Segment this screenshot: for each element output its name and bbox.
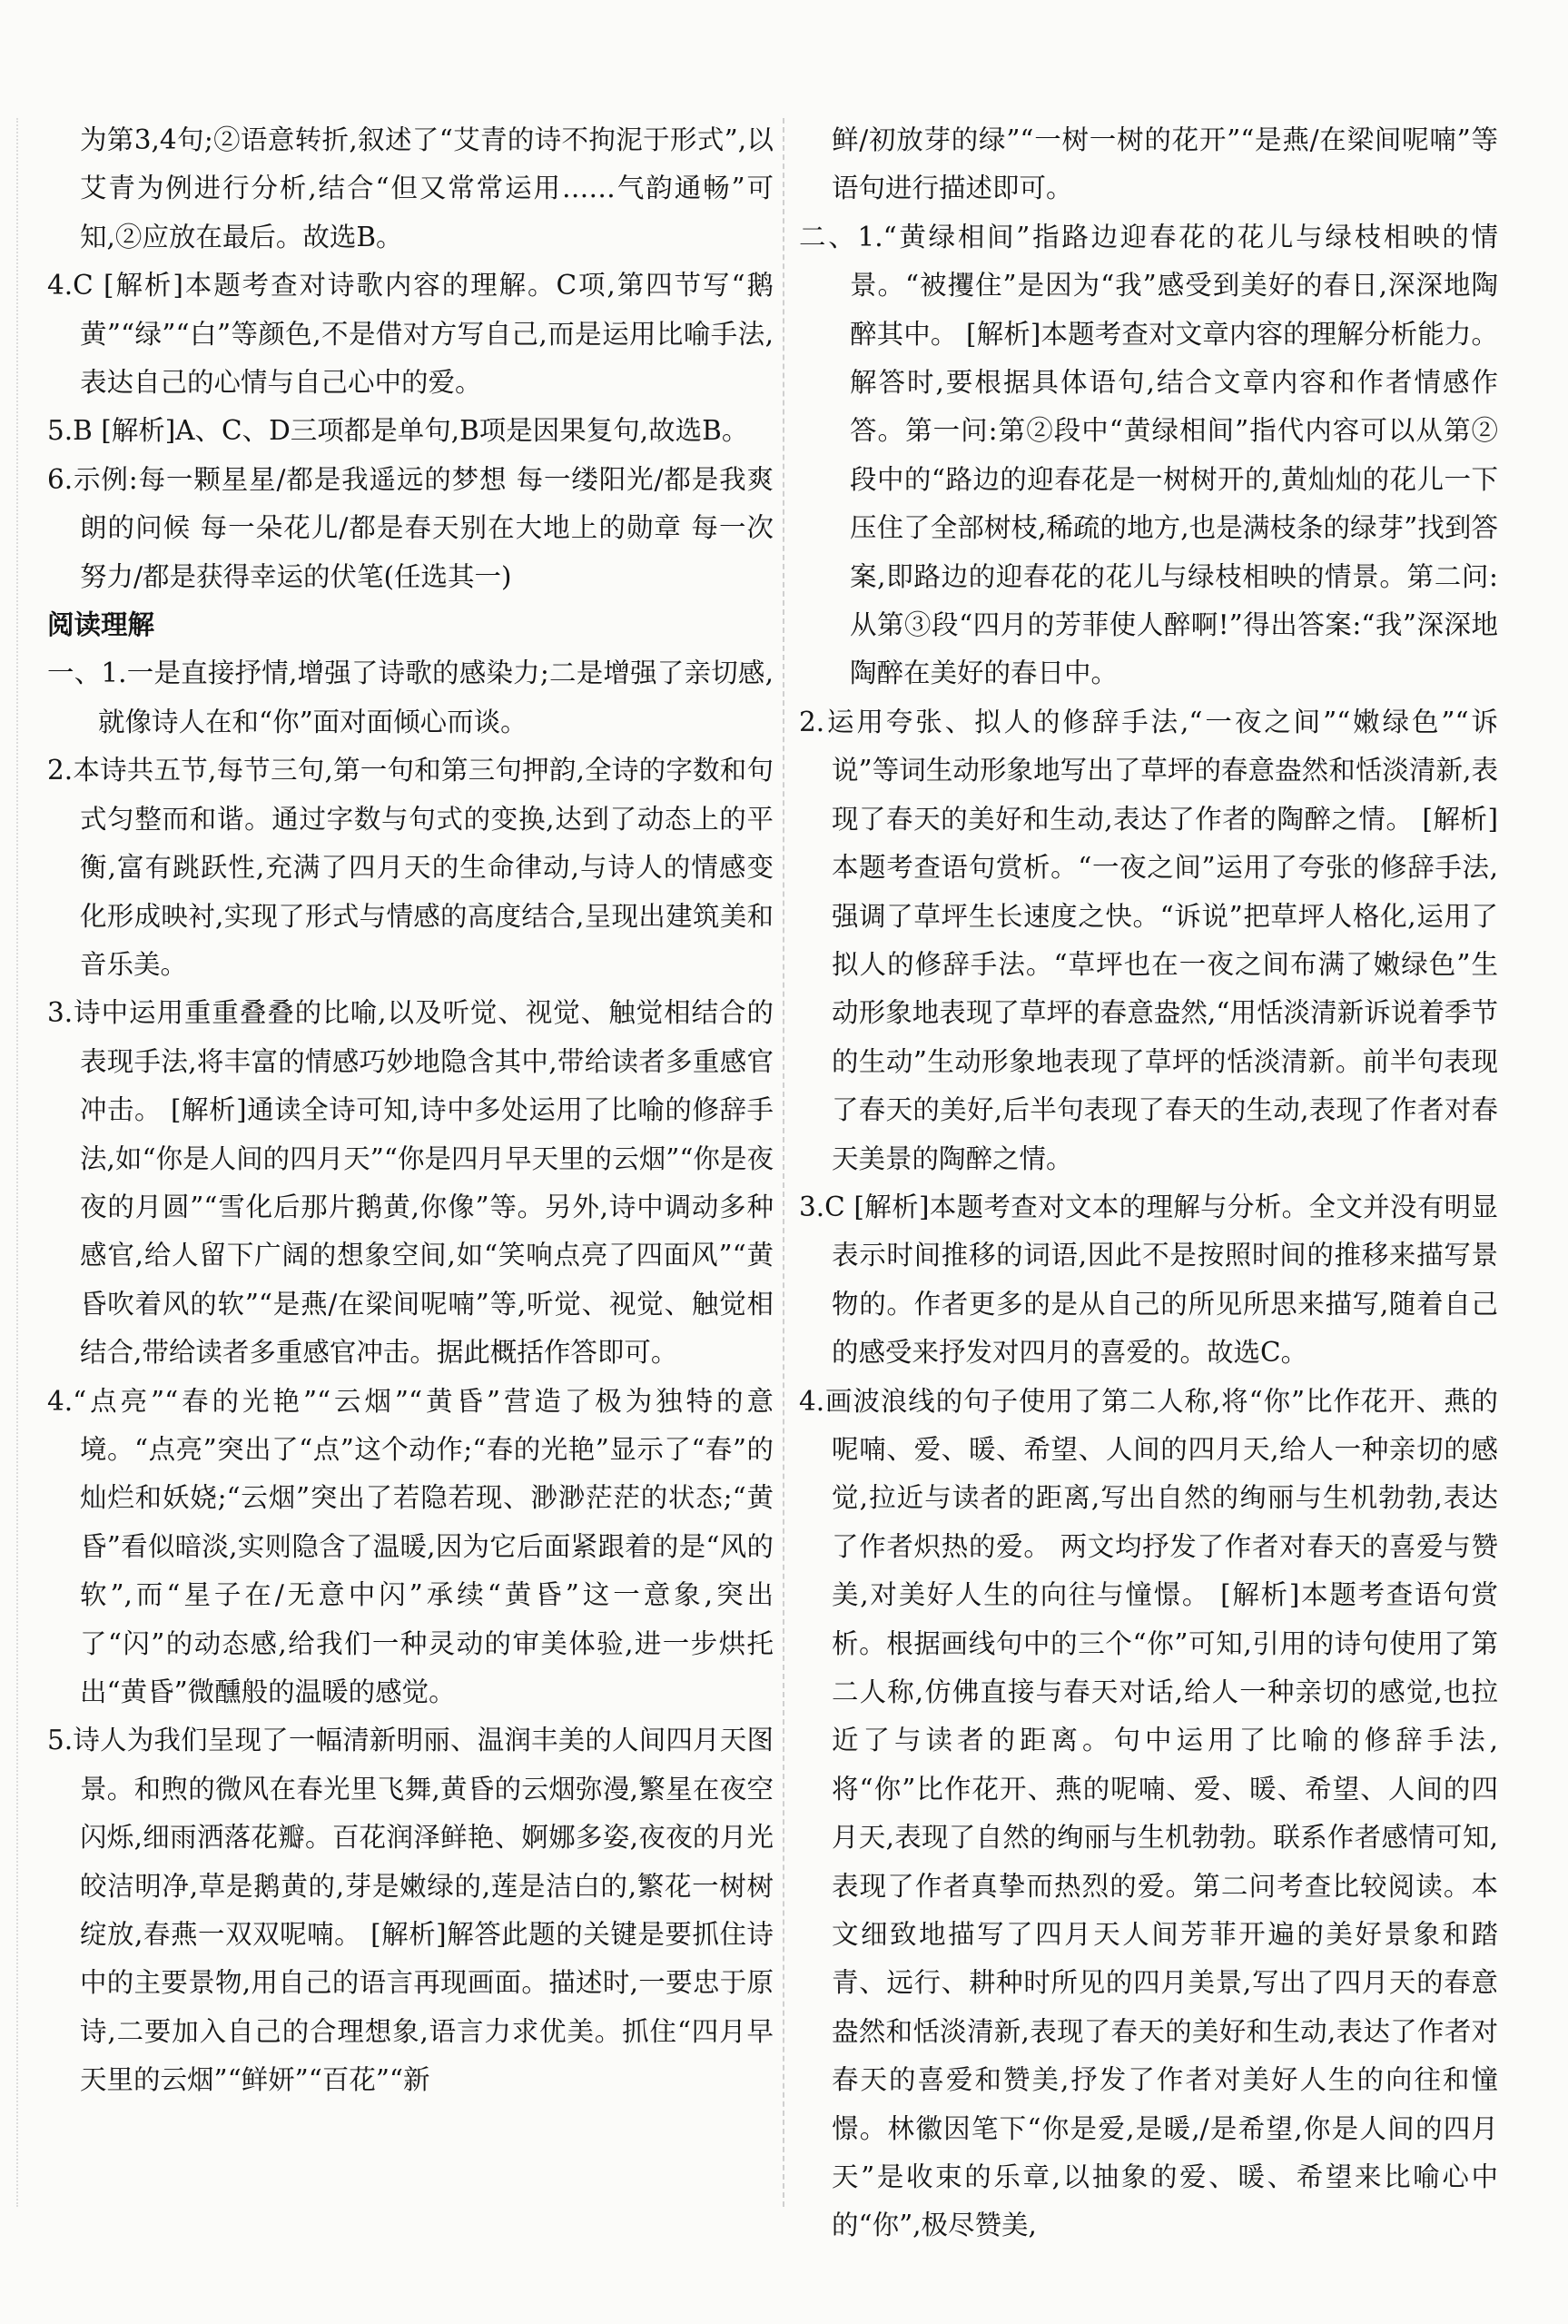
section-title-reading: 阅读理解 [47,609,155,641]
reading-answer-4: 4.“点亮”“春的光艳”“云烟”“黄昏”营造了极为独特的意境。“点亮”突出了“点”这个动作;“春的光艳”显示了“春”的灿烂和妖娆;“云烟”突出了若隐若现、渺渺茫茫的状态;“黄昏”看似暗淡,实则隐含了温暖,因为它后面紧跟着的是“风的软”,而“星子在/无意中闪”承续“黄昏”这一意象,突出了“闪”的动态感,给我们一种灵动的审美体验,进一步烘托出“黄昏”微醺般的温暖的感觉。 [47,1385,774,1707]
section2-answer-3: 3.C [解析]本题考查对文本的理解与分析。全文并没有明显表示时间推移的词语,因此不是按照时间的推移来描写景物的。作者更多的是从自己的所见所思来描写,随着自己的感受来抒发对四月的喜爱的。故选C。 [799,1191,1498,1369]
column-divider [783,118,784,2207]
reading-answer-1: 一、1.一是直接抒情,增强了诗歌的感染力;二是增强了亲切感,就像诗人在和“你”面对面倾心而谈。 [47,658,774,737]
reading-answer-3: 3.诗中运用重重叠叠的比喻,以及听觉、视觉、触觉相结合的表现手法,将丰富的情感巧妙地隐含其中,带给读者多重感官冲击。 [解析]通读全诗可知,诗中多处运用了比喻的修辞手法,如“你是人间的四月天”“你是四月早天里的云烟”“你是夜夜的月圆”“雪化后那片鹅黄,你像”等。另外,诗中调动多种感官,给人留下广阔的想象空间,如“笑响点亮了四面风”“黄昏吹着风的软”“是燕/在梁间呢喃”等,听觉、视觉、触觉相结合,带给读者多重感官冲击。据此概括作答即可。 [47,997,774,1369]
answer-continuation-right: 鲜/初放芽的绿”“一树一树的花开”“是燕/在梁间呢喃”等语句进行描述即可。 [832,124,1498,204]
section2-answer-2: 2.运用夸张、拟人的修辞手法,“一夜之间”“嫩绿色”“诉说”等词生动形象地写出了草坪的春意盎然和恬淡清新,表现了春天的美好和生动,表达了作者的陶醉之情。 [解析]本题考查语句赏析。“一夜之间”运用了夸张的修辞手法,强调了草坪生长速度之快。“诉说”把草坪人格化,运用了拟人的修辞手法。“草坪也在一夜之间布满了嫩绿色”生动形象地表现了草坪的春意盎然,“用恬淡清新诉说着季节的生动”生动形象地表现了草坪的恬淡清新。前半句表现了春天的美好,后半句表现了春天的生动,表现了作者对春天美景的陶醉之情。 [799,706,1498,1174]
answer-continuation: 为第3,4句;②语意转折,叙述了“艾青的诗不拘泥于形式”,以艾青为例进行分析,结合“但又常常运用……气韵通畅”可知,②应放在最后。故选B。 [80,124,774,252]
reading-answer-5: 5.诗人为我们呈现了一幅清新明丽、温润丰美的人间四月天图景。和煦的微风在春光里飞舞,黄昏的云烟弥漫,繁星在夜空闪烁,细雨洒落花瓣。百花润泽鲜艳、婀娜多姿,夜夜的月光皎洁明净,草是鹅黄的,芽是嫩绿的,莲是洁白的,繁花一树树绽放,春燕一双双呢喃。 [解析]解答此题的关键是要抓住诗中的主要景物,用自己的语言再现画面。描述时,一要忠于原诗,二要加入自己的合理想象,语言力求优美。抓住“四月早天里的云烟”“鲜妍”“百花”“新 [47,1725,774,2096]
answer-q5: 5.B [解析]A、C、D三项都是单句,B项是因果复句,故选B。 [47,415,749,447]
right-column [799,116,1498,2250]
left-margin-marks [16,118,18,2207]
left-column [47,116,774,2105]
answer-q6: 6.示例:每一颗星星/都是我遥远的梦想 每一缕阳光/都是我爽朗的问候 每一朵花儿/都是春天别在大地上的勋章 每一次努力/都是获得幸运的伏笔(任选其一) [47,463,774,592]
reading-answer-2: 2.本诗共五节,每节三句,第一句和第三句押韵,全诗的字数和句式匀整而和谐。通过字数与句式的变换,达到了动态上的平衡,富有跳跃性,充满了四月天的生命律动,与诗人的情感变化形成映衬,实现了形式与情感的高度结合,呈现出建筑美和音乐美。 [47,755,774,980]
section2-answer-1: 二、1.“黄绿相间”指路边迎春花的花儿与绿枝相映的情景。“被攫住”是因为“我”感受到美好的春日,深深地陶醉其中。 [解析]本题考查对文章内容的理解分析能力。解答时,要根据具体语句,结合文章内容和作者情感作答。第一问:第②段中“黄绿相间”指代内容可以从第②段中的“路边的迎春花是一树树开的,黄灿灿的花儿一下压住了全部树枝,稀疏的地方,也是满枝条的绿芽”找到答案,即路边的迎春花的花儿与绿枝相映的情景。第二问:从第③段“四月的芳菲使人醉啊!”得出答案:“我”深深地陶醉在美好的春日中。 [799,221,1498,689]
answer-q4: 4.C [解析]本题考查对诗歌内容的理解。C项,第四节写“鹅黄”“绿”“白”等颜色,不是借对方写自己,而是运用比喻手法,表达自己的心情与自己心中的爱。 [47,270,774,399]
section2-answer-4: 4.画波浪线的句子使用了第二人称,将“你”比作花开、燕的呢喃、爱、暖、希望、人间的四月天,给人一种亲切的感觉,拉近与读者的距离,写出自然的绚丽与生机勃勃,表达了作者炽热的爱。 两文均抒发了作者对春天的喜爱与赞美,对美好人生的向往与憧憬。 [解析]本题考查语句赏析。根据画线句中的三个“你”可知,引用的诗句使用了第二人称,仿佛直接与春天对话,给人一种亲切的感觉,也拉近了与读者的距离。句中运用了比喻的修辞手法,将“你”比作花开、燕的呢喃、爱、暖、希望、人间的四月天,表现了自然的绚丽与生机勃勃。联系作者感情可知,表现了作者真挚而热烈的爱。第二问考查比较阅读。本文细致地描写了四月天人间芳菲开遍的美好景象和踏青、远行、耕种时所见的四月美景,写出了四月天的春意盎然和恬淡清新,表现了春天的美好和生动,表达了作者对春天的喜爱和赞美,抒发了作者对美好人生的向往和憧憬。林徽因笔下“你是爱,是暖,/是希望,你是人间的四月天”是收束的乐章,以抽象的爱、暖、希望来比喻心中的“你”,极尽赞美, [799,1385,1498,2241]
